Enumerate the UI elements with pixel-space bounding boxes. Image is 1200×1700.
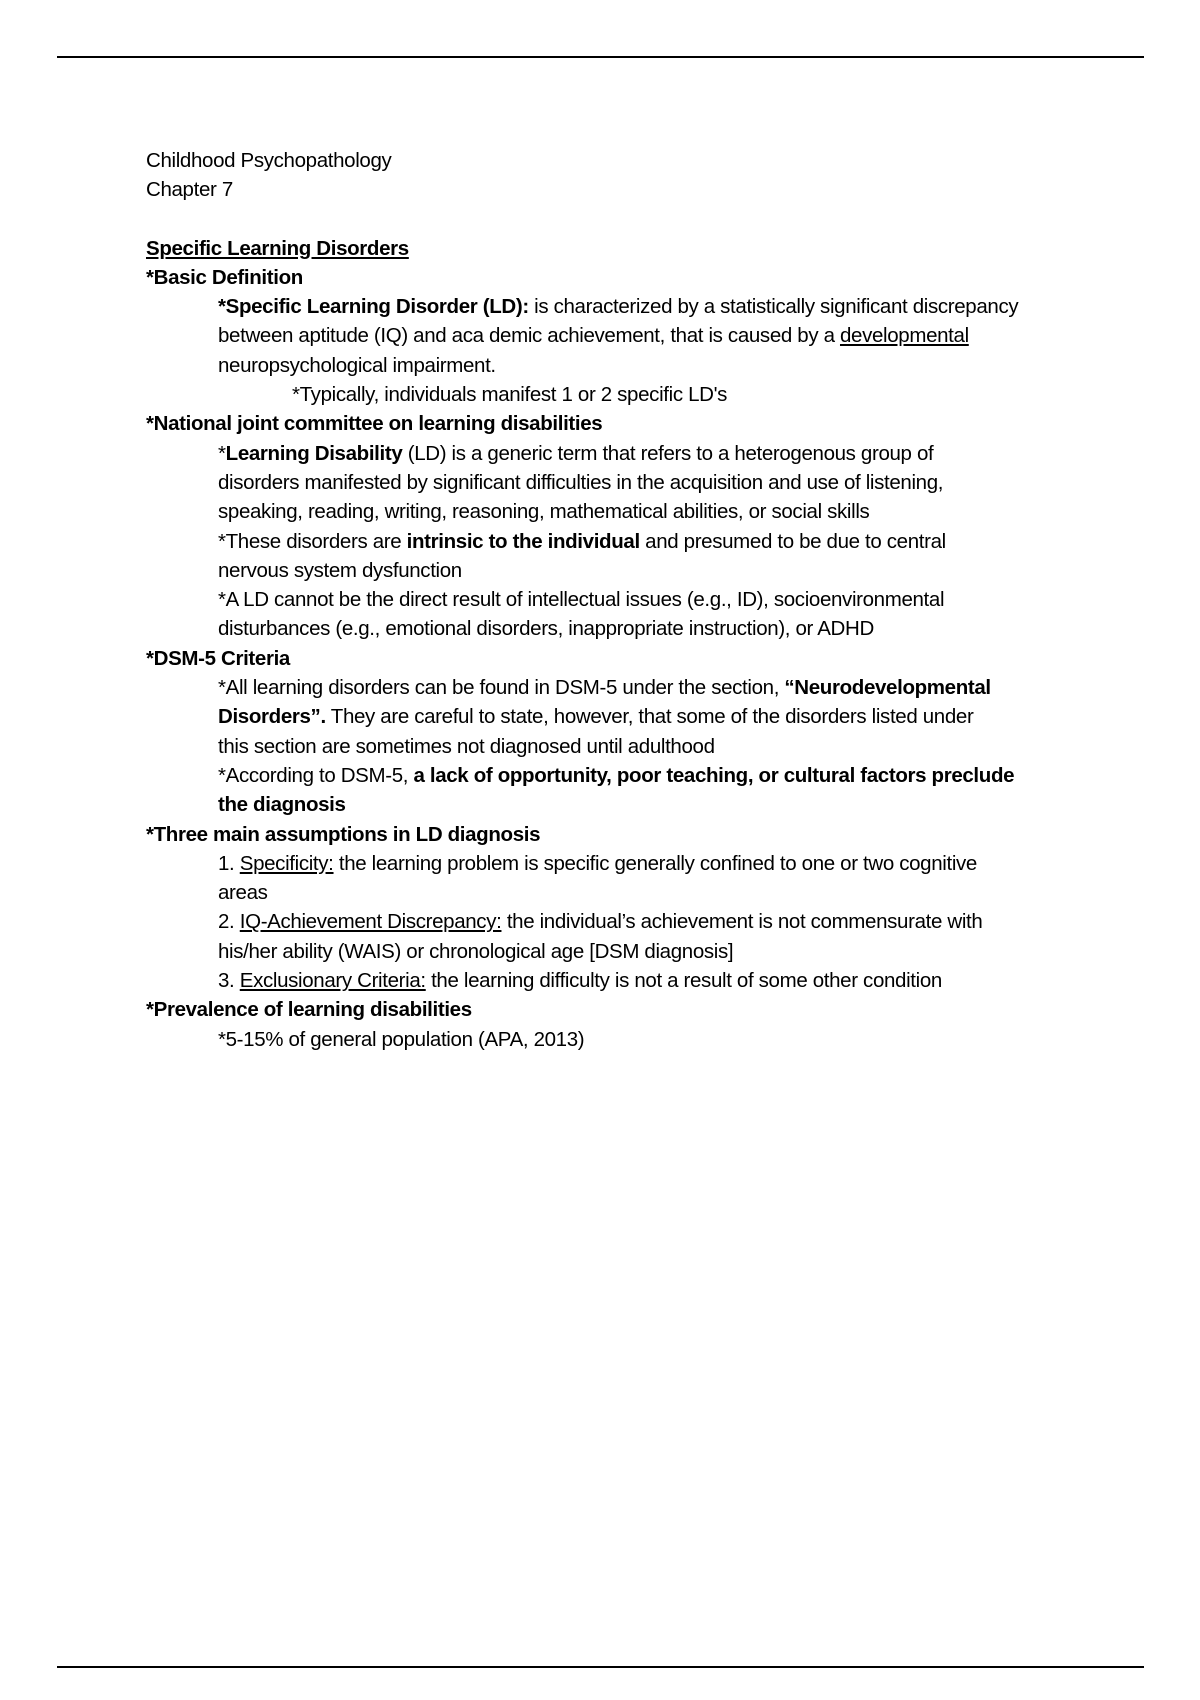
njcld-p3-line-1: *A LD cannot be the direct result of intellectual issues (e.g., ID), socioenvironmental xyxy=(218,588,945,612)
assumption-1-line-2: areas xyxy=(218,881,268,905)
assumption-2-line-2: his/her ability (WAIS) or chronological age [DSM diagnosis] xyxy=(218,939,734,963)
assumption-1-line-1: 1. Specificity: the learning problem is specific generally confined to one or two cognitive xyxy=(218,851,977,875)
njcld-p2-line-1: *These disorders are intrinsic to the individual and presumed to be due to central xyxy=(218,529,946,553)
prevalence-heading: *Prevalence of learning disabilities xyxy=(146,998,472,1022)
bottom-rule xyxy=(57,1666,1144,1668)
prevalence-line: *5-15% of general population (APA, 2013) xyxy=(218,1027,585,1051)
dsm5-p2-line-2: the diagnosis xyxy=(218,793,346,817)
njcld-p3-line-2: disturbances (e.g., emotional disorders, inappropriate instruction), or ADHD xyxy=(218,617,874,641)
dsm5-p1-line-2: Disorders”. They are careful to state, however, that some of the disorders listed under xyxy=(218,705,974,729)
dsm5-p1-line-3: this section are sometimes not diagnosed until adulthood xyxy=(218,734,715,758)
njcld-p1-line-3: speaking, reading, writing, reasoning, mathematical abilities, or social skills xyxy=(218,500,870,524)
course-title: Childhood Psychopathology xyxy=(146,149,392,172)
dsm5-heading: *DSM-5 Criteria xyxy=(146,646,290,670)
njcld-heading: *National joint committee on learning disabilities xyxy=(146,412,603,436)
assumption-3-line-1: 3. Exclusionary Criteria: the learning difficulty is not a result of some other condition xyxy=(218,969,942,993)
njcld-p2-line-2: nervous system dysfunction xyxy=(218,558,462,582)
chapter-label: Chapter 7 xyxy=(146,178,233,202)
top-rule xyxy=(57,56,1144,58)
assumption-2-line-1: 2. IQ-Achievement Discrepancy: the individual’s achievement is not commensurate with xyxy=(218,910,983,934)
ld-definition-line-1: *Specific Learning Disorder (LD): is characterized by a statistically significant discrepancy xyxy=(218,295,1019,319)
dsm5-p1-line-1: *All learning disorders can be found in DSM-5 under the section, “Neurodevelopmental xyxy=(218,676,991,700)
document-body xyxy=(146,146,1106,1054)
ld-definition-line-2: between aptitude (IQ) and aca demic achievement, that is caused by a developmental xyxy=(218,324,969,348)
ld-definition-line-3: neuropsychological impairment. xyxy=(218,353,496,377)
ld-typical-note: *Typically, individuals manifest 1 or 2 specific LD's xyxy=(292,383,728,407)
njcld-p1-line-1: *Learning Disability (LD) is a generic term that refers to a heterogenous group of xyxy=(218,441,934,465)
dsm5-p2-line-1: *According to DSM-5, a lack of opportunity, poor teaching, or cultural factors preclude xyxy=(218,763,1015,787)
basic-definition-heading: *Basic Definition xyxy=(146,265,303,289)
section-title: Specific Learning Disorders xyxy=(146,236,409,260)
assumptions-heading: *Three main assumptions in LD diagnosis xyxy=(146,822,541,846)
njcld-p1-line-2: disorders manifested by significant difficulties in the acquisition and use of listening, xyxy=(218,470,944,494)
